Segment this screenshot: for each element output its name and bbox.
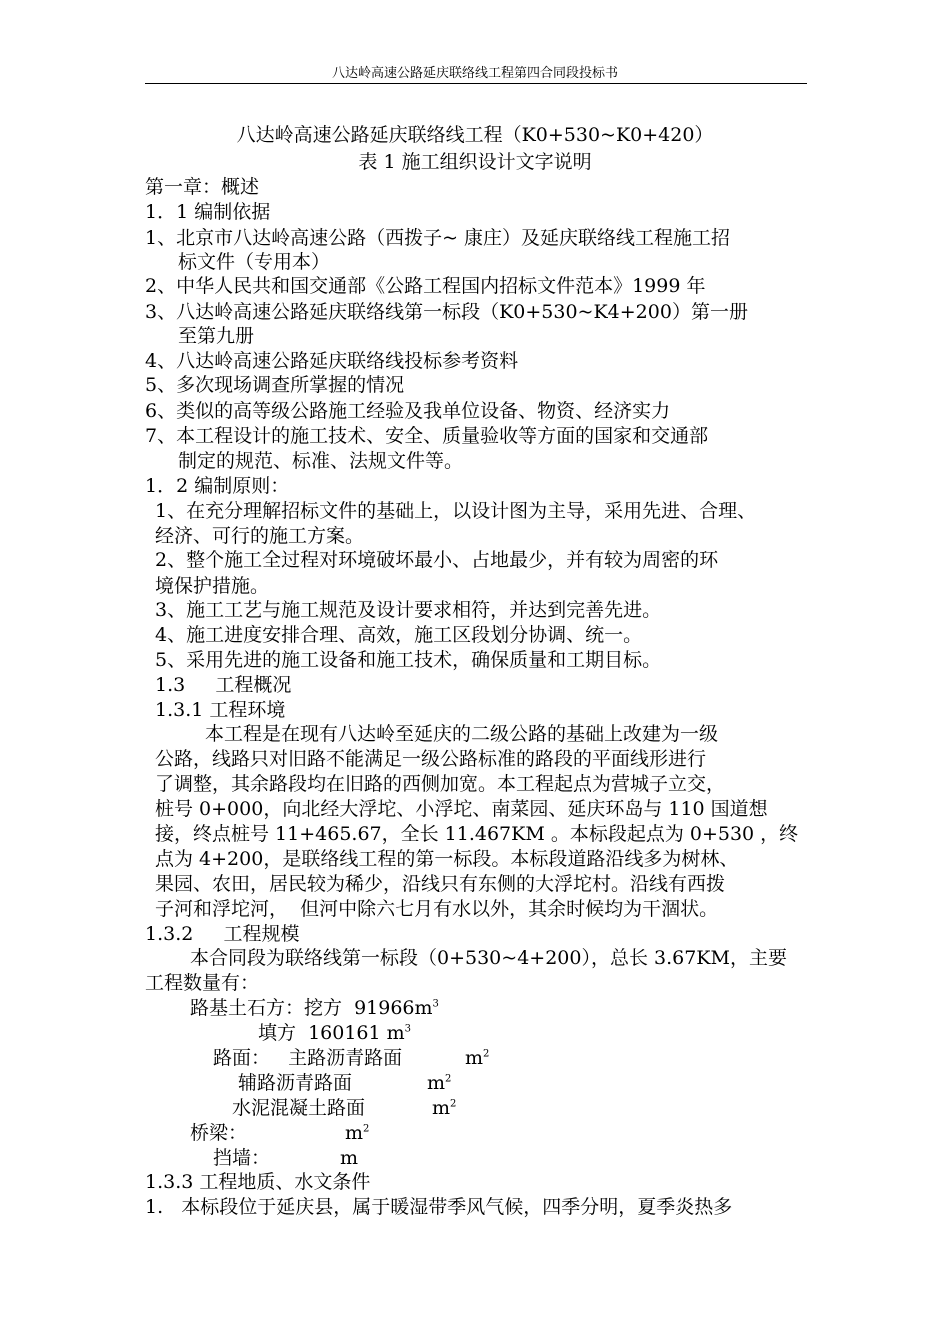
document-subtitle: 表 1 施工组织设计文字说明 [358,151,592,173]
principle-item-continuation: 经济、可行的施工方案。 [155,525,365,547]
principle-item: 1、在充分理解招标文件的基础上，以设计图为主导，采用先进、合理、 [155,500,757,522]
list-item: 1、北京市八达岭高速公路（西拨子~ 康庄）及延庆联络线工程施工招 [145,227,731,249]
list-item: 5、多次现场调查所掌握的情况 [145,374,405,396]
running-header: 八达岭高速公路延庆联络线工程第四合同段投标书 [331,66,618,81]
quantity-side-asphalt: 辅路沥青路面 [238,1072,353,1094]
paragraph-line: 子河和浮坨河， 但河中除六七月有水以外，其余时候均为干涸状。 [155,898,719,920]
list-item-continuation: 制定的规范、标准、法规文件等。 [178,450,464,472]
subsection-heading: 1.3.1 工程环境 [155,699,286,721]
paragraph-line: 本工程是在现有八达岭至延庆的二级公路的基础上改建为一级 [205,723,719,745]
list-item: 4、八达岭高速公路延庆联络线投标参考资料 [145,350,519,372]
list-item: 3、八达岭高速公路延庆联络线第一标段（K0+530~K4+200）第一册 [145,301,748,323]
list-item-continuation: 至第九册 [178,325,255,347]
list-item: 6、类似的高等级公路施工经验及我单位设备、物资、经济实力 [145,400,671,422]
unit-m2: $m^2$ [432,1097,457,1119]
paragraph-line: 工程数量有： [145,972,260,994]
superscript: 3 [432,998,439,1010]
document-title: 八达岭高速公路延庆联络线工程（K0+530~K0+420） [236,124,714,146]
unit-m2: $m^2$ [465,1047,490,1069]
quantity-concrete-pavement: 水泥混凝土路面 [232,1097,366,1119]
subsection-heading: 1.3.3 工程地质、水文条件 [145,1171,371,1193]
principle-item: 3、施工工艺与施工规范及设计要求相符，并达到完善先进。 [155,599,662,621]
unit-m2: $m^2$ [427,1072,452,1094]
list-item-continuation: 标文件（专用本） [178,251,331,273]
quantity-label: 路基土石方：挖方 91966m [190,997,433,1019]
paragraph-line: 本合同段为联络线第一标段（0+530~4+200），总长 3.67KM，主要 [190,947,787,969]
section-heading: 1．2 编制原则： [145,475,290,497]
principle-item-continuation: 境保护措施。 [155,575,270,597]
paragraph-line: 桩号 0+000，向北经大浮坨、小浮坨、南菜园、延庆环岛与 110 国道想 [155,798,768,820]
subsection-heading: 1.3.2 工程规模 [145,923,300,945]
paragraph-line: 公路，线路只对旧路不能满足一级公路标准的路段的平面线形进行 [155,748,707,770]
chapter-heading: 第一章：概述 [145,176,260,198]
principle-item: 2、整个施工全过程对环境破坏最小、占地最少，并有较为周密的环 [155,549,719,571]
paragraph-line: 点为 4+200，是联络线工程的第一标段。本标段道路沿线多为树林、 [155,848,739,870]
principle-item: 5、采用先进的施工设备和施工技术，确保质量和工期目标。 [155,649,662,671]
unit-m2: $m^2$ [345,1122,370,1144]
quantity-bridge: 桥梁： [190,1122,248,1144]
quantity-label: 填方 160161 m [258,1022,405,1044]
section-heading: 1.3 工程概况 [155,674,292,696]
quantity-retaining-wall: 挡墙： [213,1147,271,1169]
paragraph-line: 1. 本标段位于延庆县，属于暖湿带季风气候，四季分明，夏季炎热多 [145,1196,733,1218]
paragraph-line: 接，终点桩号 11+465.67，全长 11.467KM 。本标段起点为 0+530 ，终 [155,823,799,845]
unit-m: m [340,1147,359,1169]
paragraph-line: 了调整，其余路段均在旧路的西侧加宽。本工程起点为营城子立交， [155,773,726,795]
list-item: 7、本工程设计的施工技术、安全、质量验收等方面的国家和交通部 [145,425,709,447]
quantity-earthwork-cut [190,996,439,1020]
section-heading: 1．1 编制依据 [145,201,271,223]
list-item: 2、中华人民共和国交通部《公路工程国内招标文件范本》1999 年 [145,275,706,297]
quantity-main-asphalt: 路面： 主路沥青路面 [213,1047,403,1069]
paragraph-line: 果园、农田，居民较为稀少，沿线只有东侧的大浮坨村。沿线有西拨 [155,873,726,895]
principle-item: 4、施工进度安排合理、高效，施工区段划分协调、统一。 [155,624,643,646]
superscript: 3 [404,1023,412,1035]
quantity-earthwork-fill [258,1021,411,1045]
header-rule [145,83,807,84]
